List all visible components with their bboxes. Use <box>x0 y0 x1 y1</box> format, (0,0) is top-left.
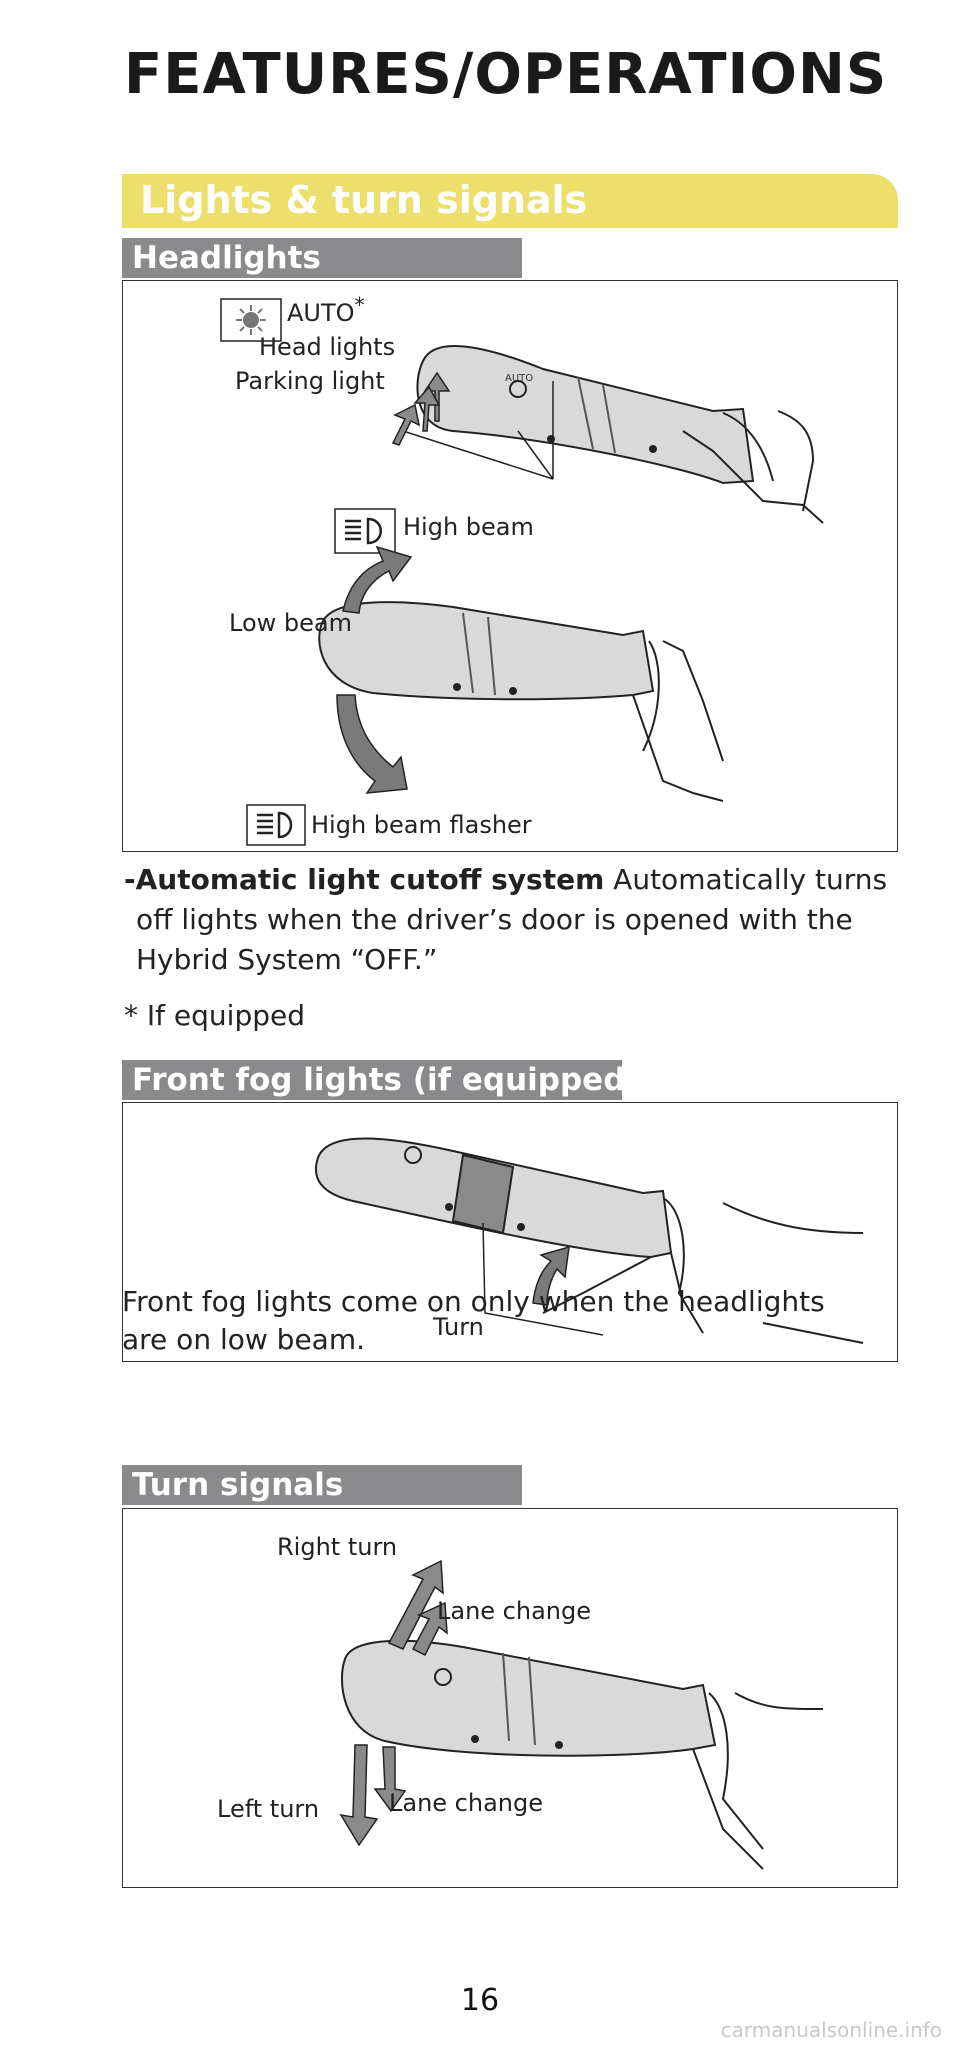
auto-text: AUTO <box>287 299 355 327</box>
turn-signals-illustration <box>123 1509 899 1889</box>
turn-signals-figure <box>122 1508 898 1888</box>
auto-asterisk: * <box>354 293 365 317</box>
footnote: * If equipped <box>124 999 305 1032</box>
headlights-figure <box>122 280 898 852</box>
auto-cutoff-line2: off lights when the driver’s door is opened with the <box>136 903 853 936</box>
page-title: FEATURES/OPERATIONS <box>124 42 888 107</box>
low-beam-label: Low beam <box>229 609 352 637</box>
stalk-auto-mark: AUTO <box>505 373 534 384</box>
watermark: carmanualsonline.info <box>720 2018 942 2042</box>
auto-cutoff-title: Automatic light cutoff system <box>135 863 605 896</box>
lane-change-bottom-label: Lane change <box>389 1789 544 1817</box>
fog-note-line2: are on low beam. <box>122 1323 366 1356</box>
turn-signals-heading: Turn signals <box>122 1465 522 1505</box>
left-turn-label: Left turn <box>217 1795 320 1823</box>
page-number: 16 <box>460 1983 500 2018</box>
headlights-heading: Headlights <box>122 238 522 278</box>
auto-cutoff-dash: - <box>124 863 136 896</box>
auto-cutoff-line1 <box>124 860 887 900</box>
fog-note-line1: Front fog lights come on only when the headlights <box>122 1285 825 1318</box>
fog-lights-heading: Front fog lights (if equipped) <box>122 1060 622 1100</box>
turn-label: Turn <box>433 1313 484 1341</box>
lane-change-top-label: Lane change <box>437 1597 592 1625</box>
auto-cutoff-text1: Automatically turns <box>604 863 888 896</box>
section-title: Lights & turn signals <box>140 178 588 222</box>
head-lights-label: Head lights <box>259 333 396 361</box>
high-beam-flasher-label: High beam flasher <box>311 811 532 839</box>
auto-cutoff-line3: Hybrid System “OFF.” <box>136 943 438 976</box>
right-turn-label: Right turn <box>277 1533 398 1561</box>
high-beam-label: High beam <box>403 513 534 541</box>
auto-label <box>287 293 365 327</box>
section-banner <box>122 174 898 228</box>
parking-light-label: Parking light <box>235 367 385 395</box>
